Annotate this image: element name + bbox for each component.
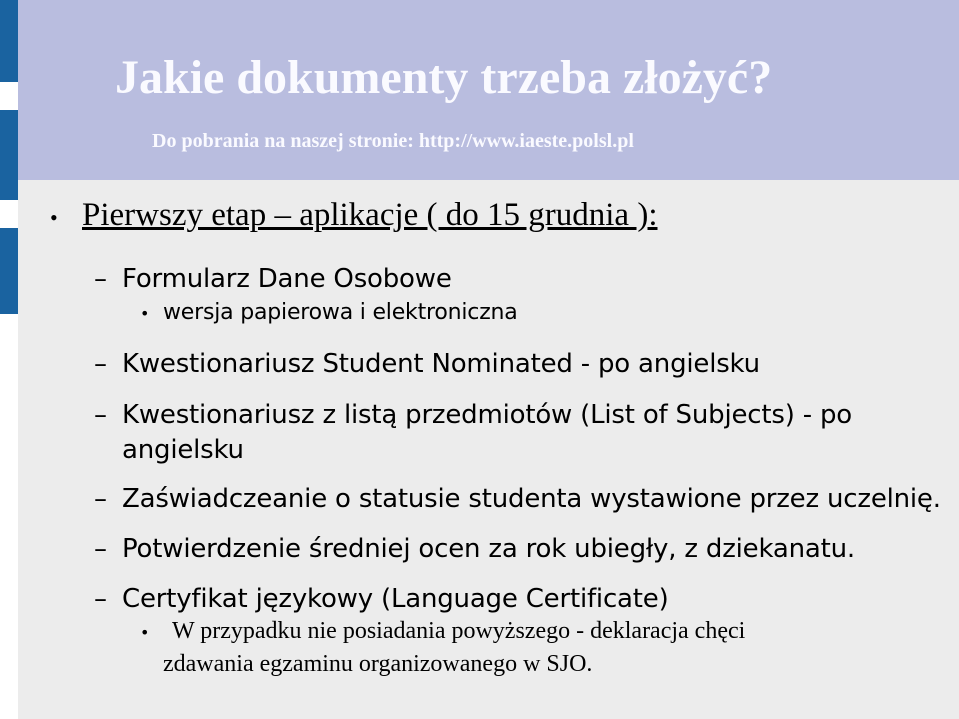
item-certyfikat-sub: W przypadku nie posiadania powyższego - deklaracja chęci [172, 618, 746, 644]
left-decoration-strip [0, 0, 18, 719]
item-srednia: Potwierdzenie średniej ocen za rok ubiegły, z dziekanatu. [122, 534, 855, 564]
strip-block-3 [0, 228, 18, 314]
dash-icon: – [94, 534, 107, 564]
bullet-icon: • [140, 304, 150, 323]
bullet-icon: • [50, 205, 58, 230]
item-list-of-subjects-cont: angielsku [122, 435, 244, 465]
item-student-nominated: Kwestionariusz Student Nominated - po angielsku [122, 349, 760, 379]
strip-block-2 [0, 110, 18, 200]
strip-block-1 [0, 0, 18, 82]
slide-title: Jakie dokumenty trzeba złożyć? [115, 51, 773, 104]
dash-icon: – [94, 584, 107, 614]
item-list-of-subjects: Kwestionariusz z listą przedmiotów (List of Subjects) - po [122, 400, 852, 430]
dash-icon: – [94, 349, 107, 379]
dash-icon: – [94, 400, 107, 430]
dash-icon: – [94, 484, 107, 514]
item-status-studenta: Zaświadczeanie o statusie studenta wystawione przez uczelnię. [122, 484, 941, 514]
slide-subtitle: Do pobrania na naszej stronie: http://www.iaeste.polsl.pl [152, 130, 634, 152]
bullet-icon: • [140, 623, 150, 642]
item-certyfikat-sub-cont: zdawania egzaminu organizowanego w SJO. [163, 651, 593, 677]
item-formularz: Formularz Dane Osobowe [122, 264, 452, 294]
dash-icon: – [94, 264, 107, 294]
main-item: Pierwszy etap – aplikacje ( do 15 grudnia ): [82, 197, 658, 233]
item-formularz-sub: wersja papierowa i elektroniczna [163, 300, 518, 325]
item-certyfikat: Certyfikat językowy (Language Certificate) [122, 584, 669, 614]
